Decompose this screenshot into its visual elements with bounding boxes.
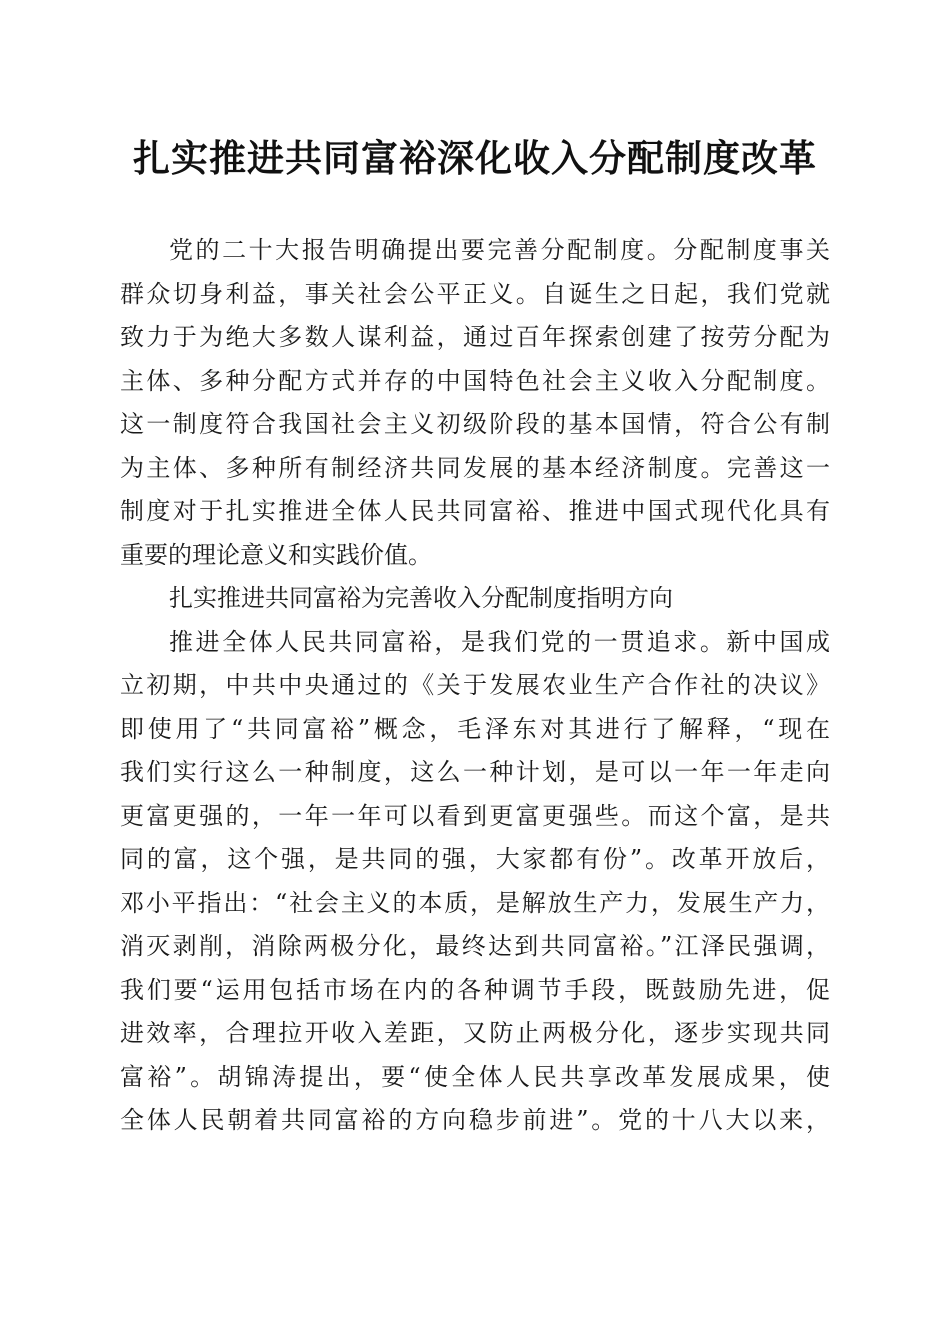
paragraph-intro [120, 229, 830, 577]
text-line: 推进全体人民共同富裕，是我们党的一贯追求。新中国成 [169, 627, 830, 656]
text-line: 我们实行这么一种制度，这么一种计划，是可以一年一年走向 [120, 758, 830, 786]
text-line: 即使用了“共同富裕”概念，毛泽东对其进行了解释，“现在 [120, 714, 830, 743]
text-line: 更富更强的，一年一年可以看到更富更强些。而这个富，是共 [120, 801, 830, 830]
text-line: 主体、多种分配方式并存的中国特色社会主义收入分配制度。 [120, 366, 830, 395]
document-body [120, 229, 830, 1143]
text-line: 邓小平指出：“社会主义的本质，是解放生产力，发展生产力， [120, 888, 830, 917]
text-line: 群众切身利益，事关社会公平正义。自诞生之日起，我们党就 [120, 279, 830, 308]
text-line: 我们要“运用包括市场在内的各种调节手段，既鼓励先进，促 [120, 975, 830, 1004]
text-line: 这一制度符合我国社会主义初级阶段的基本国情，符合公有制 [120, 410, 830, 438]
section-heading [120, 577, 830, 621]
text-line: 全体人民朝着共同富裕的方向稳步前进”。党的十八大以来， [120, 1106, 830, 1134]
text-line: 为主体、多种所有制经济共同发展的基本经济制度。完善这一 [120, 453, 830, 482]
text-line: 进效率，合理拉开收入差距，又防止两极分化，逐步实现共同 [120, 1019, 830, 1047]
paragraph-history [120, 621, 830, 1143]
text-line: 致力于为绝大多数人谋利益，通过百年探索创建了按劳分配为 [120, 323, 830, 351]
document-title: 扎实推进共同富裕深化收入分配制度改革 [133, 136, 817, 180]
text-line: 富裕”。胡锦涛提出，要“使全体人民共享改革发展成果，使 [120, 1062, 830, 1091]
section-heading-text: 扎实推进共同富裕为完善收入分配制度指明方向 [169, 584, 673, 612]
text-line: 立初期，中共中央通过的《关于发展农业生产合作社的决议》 [120, 671, 830, 699]
text-line: 重要的理论意义和实践价值。 [120, 540, 432, 569]
text-line: 制度对于扎实推进全体人民共同富裕、推进中国式现代化具有 [120, 497, 830, 525]
text-line: 党的二十大报告明确提出要完善分配制度。分配制度事关 [169, 236, 830, 264]
text-line: 同的富，这个强，是共同的强，大家都有份”。改革开放后， [120, 845, 830, 873]
text-line: 消灭剥削，消除两极分化，最终达到共同富裕。”江泽民强调， [120, 932, 830, 960]
